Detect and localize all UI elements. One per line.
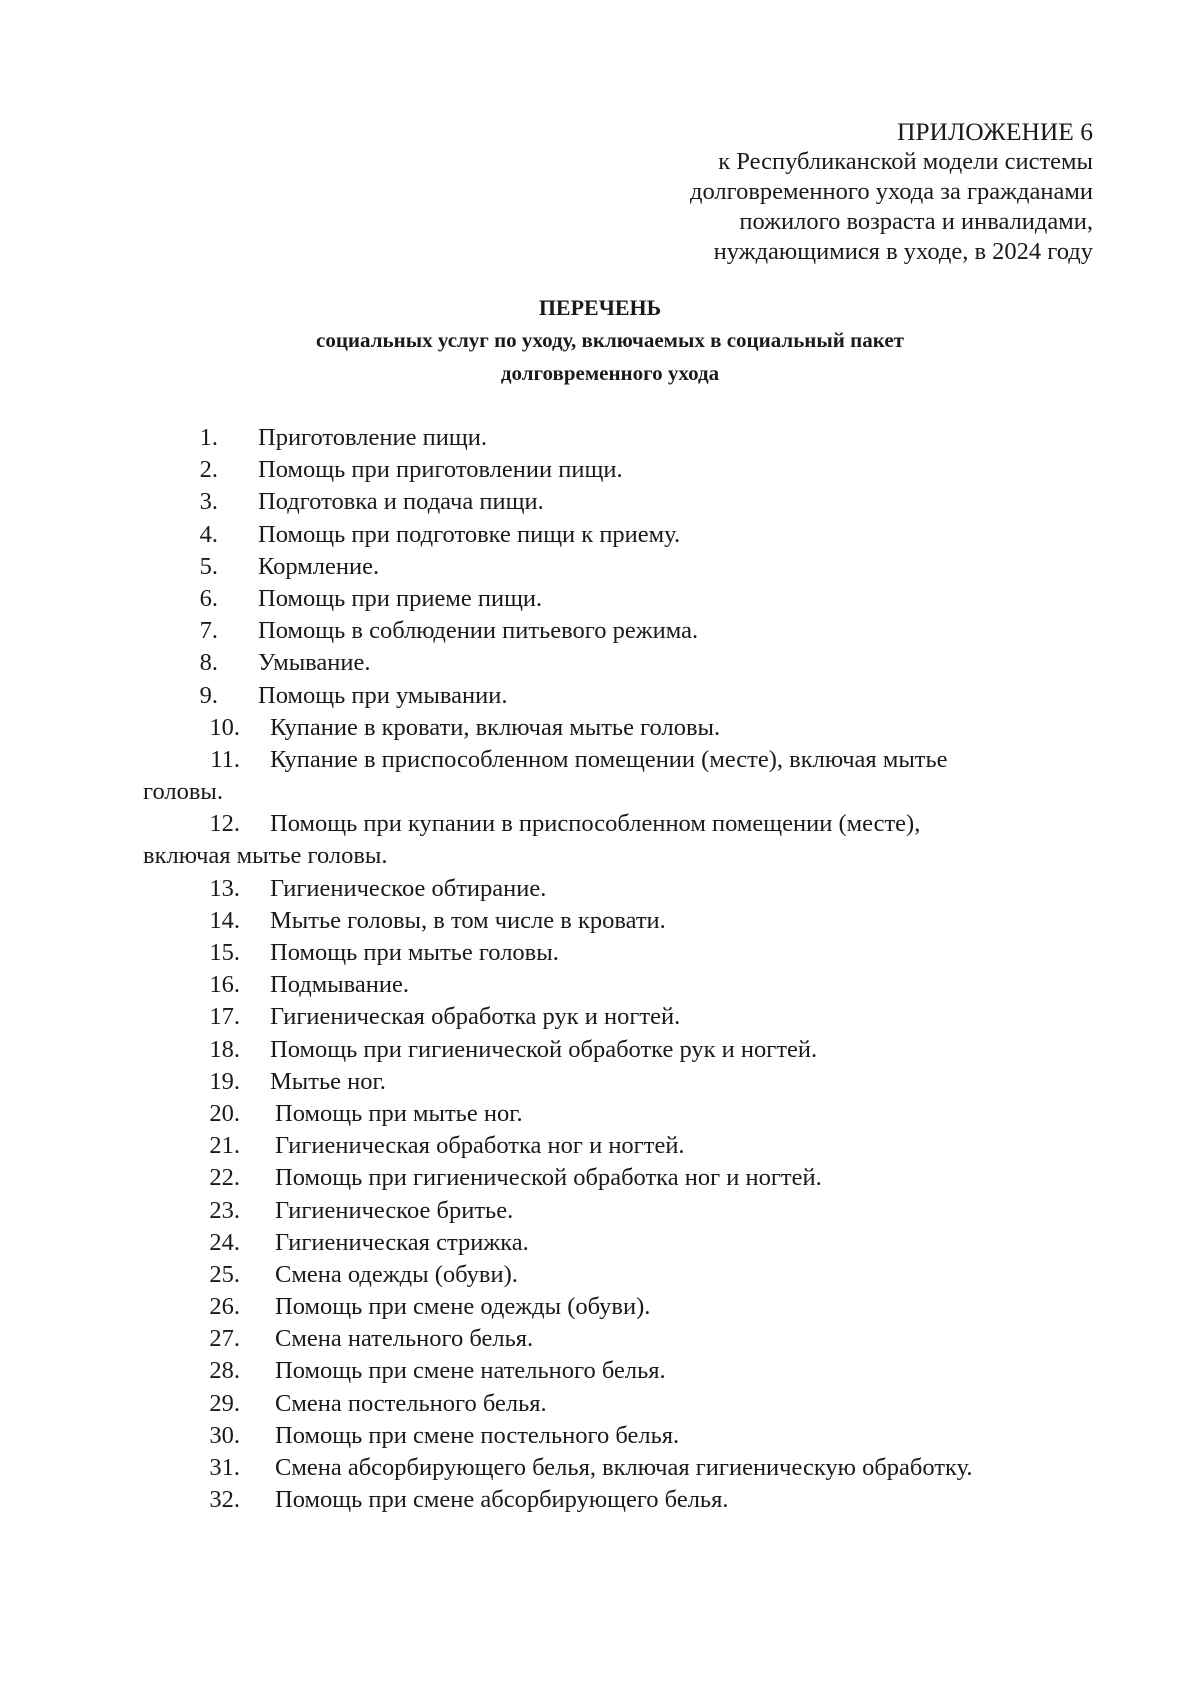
list-item-text: Смена одежды (обуви). — [275, 1260, 518, 1288]
list-item-number: 8. — [199, 649, 218, 677]
list-item — [0, 551, 1200, 583]
document-subtitle-line: социальных услуг по уходу, включаемых в социальный пакет — [316, 328, 904, 352]
list-item-text: Подготовка и подача пищи. — [258, 488, 544, 516]
list-item — [0, 647, 1200, 679]
document-subtitle-line: долговременного ухода — [500, 361, 720, 385]
list-item-number: 1. — [199, 424, 218, 451]
list-item-number: 21. — [209, 1132, 240, 1160]
list-item-continuation: головы. — [143, 778, 223, 806]
list-item-number: 24. — [209, 1228, 240, 1256]
list-item-text: Гигиеническая обработка ног и ногтей. — [275, 1132, 685, 1160]
list-item-number: 23. — [209, 1196, 240, 1224]
list-item-number: 25. — [209, 1260, 240, 1288]
list-item-text: Помощь при смене одежды (обуви). — [275, 1293, 651, 1321]
list-item-text: Кормление. — [258, 552, 380, 580]
list-item-text: Смена абсорбирующего белья, включая гигиеническую обработку. — [275, 1454, 973, 1482]
list-item-number: 9. — [199, 681, 218, 709]
list-item-text: Помощь при смене абсорбирующего белья. — [275, 1486, 729, 1514]
list-item-number: 2. — [199, 456, 218, 484]
list-item-text: Помощь при купании в приспособленном помещении (месте), — [270, 810, 921, 838]
list-item-number: 7. — [199, 617, 218, 645]
list-item — [0, 519, 1200, 551]
list-item-number: 26. — [209, 1293, 240, 1321]
list-item — [0, 873, 1200, 905]
list-item-text: Помощь при гигиенической обработке рук и ногтей. — [270, 1035, 818, 1063]
list-item — [0, 1420, 1200, 1452]
list-item-text: Умывание. — [258, 649, 371, 677]
list-item-number: 5. — [199, 552, 218, 580]
list-item-text: Мытье ног. — [270, 1067, 386, 1095]
appendix-block — [690, 117, 1093, 267]
list-item-number: 18. — [209, 1035, 240, 1063]
list-item — [0, 712, 1200, 744]
list-item — [0, 1162, 1200, 1194]
list-item-number: 22. — [209, 1164, 240, 1192]
list-item — [0, 969, 1200, 1001]
list-item — [0, 1195, 1200, 1227]
list-item-number: 14. — [209, 906, 240, 934]
list-item-text: Помощь при смене постельного белья. — [275, 1421, 680, 1449]
list-item-text: Помощь при приеме пищи. — [258, 584, 543, 612]
list-item — [0, 680, 1200, 712]
list-item-text: Гигиеническая стрижка. — [275, 1228, 529, 1256]
list-item-text: Купание в приспособленном помещении (месте), включая мытье — [270, 745, 948, 773]
services-list — [0, 422, 1200, 1516]
list-item — [0, 583, 1200, 615]
list-item — [0, 615, 1200, 647]
list-item-number: 12. — [209, 810, 240, 838]
appendix-line: пожилого возраста и инвалидами, — [739, 208, 1093, 235]
appendix-line: к Республиканской модели системы — [718, 148, 1093, 175]
document-title: ПЕРЕЧЕНЬ — [538, 295, 662, 320]
list-item-text: Помощь при подготовке пищи к приему. — [258, 520, 681, 548]
list-item-continuation: включая мытье головы. — [143, 842, 388, 870]
list-item-number: 29. — [209, 1389, 240, 1417]
list-item-number: 30. — [209, 1421, 240, 1449]
list-item-text: Купание в кровати, включая мытье головы. — [270, 713, 721, 741]
appendix-line: долговременного ухода за гражданами — [690, 178, 1093, 205]
list-item-number: 11. — [210, 745, 240, 773]
list-item-number: 20. — [209, 1099, 240, 1127]
list-item — [0, 905, 1200, 937]
list-item-text: Помощь при мытье ног. — [275, 1099, 523, 1127]
list-item-text: Приготовление пищи. — [258, 424, 487, 451]
list-item-text: Помощь в соблюдении питьевого режима. — [258, 617, 699, 645]
list-item-number: 3. — [199, 488, 218, 516]
list-item-text: Помощь при приготовлении пищи. — [258, 456, 623, 484]
list-item — [0, 1452, 1200, 1484]
list-item — [0, 1484, 1200, 1516]
list-item — [0, 808, 1200, 872]
list-item-text: Смена постельного белья. — [275, 1389, 547, 1417]
list-item-number: 16. — [209, 971, 240, 999]
appendix-title: ПРИЛОЖЕНИЕ 6 — [896, 117, 1093, 146]
list-item — [0, 1291, 1200, 1323]
list-item-number: 31. — [209, 1454, 240, 1482]
list-item — [0, 1355, 1200, 1387]
list-item — [0, 486, 1200, 518]
list-item — [0, 1259, 1200, 1291]
list-item-number: 4. — [199, 520, 218, 548]
list-item — [0, 1388, 1200, 1420]
list-item-number: 15. — [209, 939, 240, 967]
list-item-number: 19. — [209, 1067, 240, 1095]
list-item-text: Мытье головы, в том числе в кровати. — [270, 906, 666, 934]
list-item-number: 10. — [209, 713, 240, 741]
list-item — [0, 1227, 1200, 1259]
list-item — [0, 1034, 1200, 1066]
appendix-line: нуждающимися в уходе, в 2024 году — [713, 238, 1093, 265]
list-item — [0, 937, 1200, 969]
list-item-text: Гигиеническое обтирание. — [270, 874, 547, 902]
list-item — [0, 1130, 1200, 1162]
list-item-number: 28. — [209, 1357, 240, 1385]
list-item-number: 6. — [199, 584, 218, 612]
list-item-text: Помощь при мытье головы. — [270, 939, 559, 967]
list-item — [0, 1098, 1200, 1130]
list-item-number: 13. — [209, 874, 240, 902]
list-item-text: Помощь при умывании. — [258, 681, 508, 709]
list-item-text: Гигиеническая обработка рук и ногтей. — [270, 1003, 681, 1031]
list-item — [0, 454, 1200, 486]
list-item-number: 17. — [209, 1003, 240, 1031]
list-item-number: 27. — [209, 1325, 240, 1353]
list-item-number: 32. — [209, 1486, 240, 1514]
list-item — [0, 744, 1200, 808]
list-item — [0, 1323, 1200, 1355]
list-item-text: Гигиеническое бритье. — [275, 1196, 514, 1224]
list-item-text: Подмывание. — [270, 971, 410, 999]
list-item-text: Смена нательного белья. — [275, 1325, 534, 1353]
list-item-text: Помощь при гигиенической обработка ног и ногтей. — [275, 1164, 822, 1192]
list-item — [0, 1066, 1200, 1098]
list-item — [0, 422, 1200, 454]
list-item — [0, 1001, 1200, 1033]
list-item-text: Помощь при смене нательного белья. — [275, 1357, 666, 1385]
document-subtitle — [180, 324, 1040, 390]
